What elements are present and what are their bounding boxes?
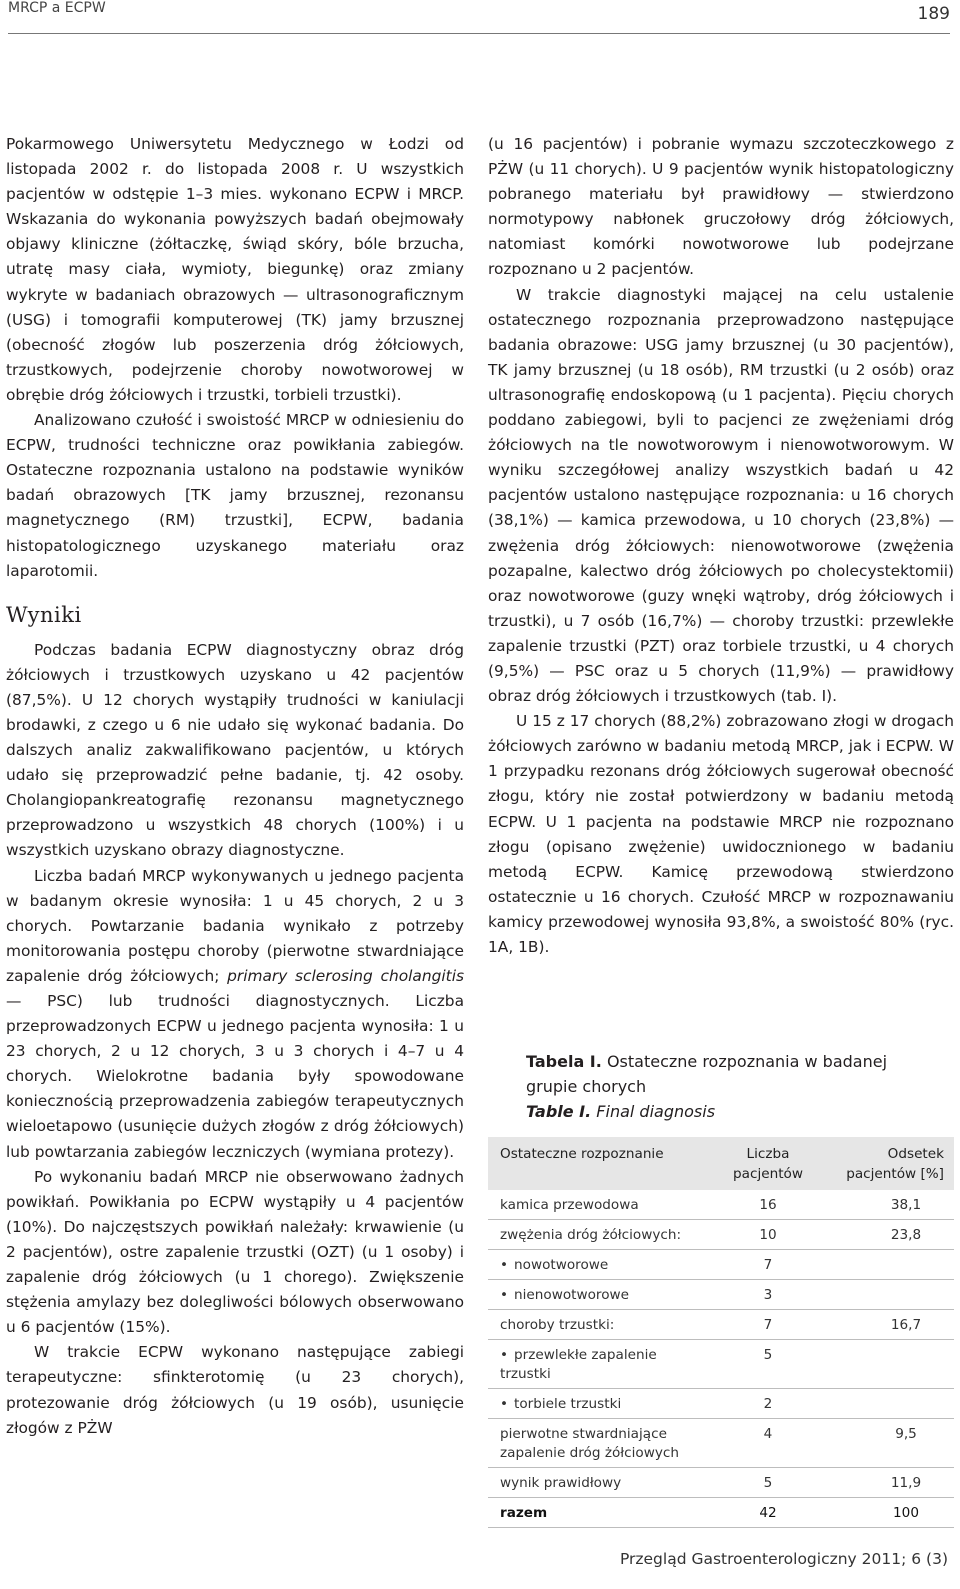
table-row	[488, 1389, 954, 1419]
paragraph-results-2-part-a: Liczba badań MRCP wykonywanych u jednego pacjenta w badanym okresie wynosiła: 1 u 45 chorych, 2 u 3 chorych. Powtarzanie badania wynikało z potrzeby monitorowania postępu choroby (pierwotne stwardniające zapalenie dróg żółciowych;	[6, 866, 464, 985]
cell-percent: 100	[822, 1498, 954, 1528]
caption-polish	[526, 1049, 896, 1099]
cell-count: 16	[714, 1190, 822, 1220]
paragraph-results-2-part-b: — PSC) lub trudności diagnostycznych. Liczba przeprowadzonych ECPW u jednego pacjenta wynosiła: 1 u 23 chorych, 2 u 12 chorych, 3 u 3 chorych i 4–7 u 4 chorych. Wielokrotne badania były spowodowane koniecznością przeprowadzenia zabiegów terapeutycznych wieloetapowo (usunięcie dużych złogów z dróg żółciowych) lub powtarzania zabiegów leczniczych (wymiana protezy).	[6, 992, 464, 1161]
cell-percent: 16,7	[822, 1310, 954, 1340]
cell-diagnosis: zwężenia dróg żółciowych:	[488, 1220, 714, 1250]
cell-count: 3	[714, 1280, 822, 1310]
cell-count: 5	[714, 1468, 822, 1498]
paragraph-methods-1: Pokarmowego Uniwersytetu Medycznego w Łodzi od listopada 2002 r. do listopada 2008 r. U wszystkich pacjentów w odstępie 1–3 mies. wykonano ECPW i MRCP. Wskazania do wykonania powyższych badań obejmowały objawy kliniczne (żółtaczkę, świąd skóry, bóle brzucha, utratę masy ciała, wymioty, biegunkę) oraz zmiany wykryte w badaniach obrazowych — ultrasonograficznym (USG) i tomografii komputerowej (TK) jamy brzusznej (obecność złogów lub poszerzenia dróg żółciowych, trzustkowych, podejrzenie choroby nowotworowej w obrębie dróg żółciowych i trzustki, torbieli trzustki).	[6, 135, 464, 404]
cell-diagnosis: • nienowotworowe	[488, 1280, 714, 1310]
table-row	[488, 1419, 954, 1468]
cell-percent	[822, 1340, 954, 1389]
table-row-total	[488, 1498, 954, 1528]
cell-diagnosis: • przewlekłe zapalenie trzustki	[488, 1340, 714, 1389]
table-caption	[488, 1049, 896, 1124]
cell-percent: 9,5	[822, 1419, 954, 1468]
table-caption-en: Final diagnosis	[596, 1102, 716, 1121]
table-block	[488, 1049, 954, 1521]
cell-count: 10	[714, 1220, 822, 1250]
diagnosis-table	[488, 1137, 954, 1528]
term-psc-english: primary sclerosing cholangitis	[227, 966, 464, 985]
cell-count: 5	[714, 1340, 822, 1389]
paragraph-results-2	[6, 864, 464, 1165]
cell-percent: 23,8	[822, 1220, 954, 1250]
cell-count: 2	[714, 1389, 822, 1419]
right-column	[488, 132, 954, 960]
table-label-en: Table I.	[526, 1102, 592, 1121]
table-row	[488, 1310, 954, 1340]
cell-count: 7	[714, 1250, 822, 1280]
cell-diagnosis: pierwotne stwardniające zapalenie dróg żółciowych	[488, 1419, 714, 1468]
section-heading-results: Wyniki	[6, 602, 82, 627]
caption-english	[526, 1099, 896, 1124]
cell-percent: 11,9	[822, 1468, 954, 1498]
cell-diagnosis: razem	[488, 1498, 714, 1528]
running-title: MRCP a ECPW	[8, 0, 106, 16]
header-diagnosis: Ostateczne rozpoznanie	[488, 1137, 714, 1190]
table-label-pl: Tabela I.	[526, 1052, 602, 1071]
cell-diagnosis: wynik prawidłowy	[488, 1468, 714, 1498]
cell-percent: 38,1	[822, 1190, 954, 1220]
paragraph-complications: Po wykonaniu badań MRCP nie obserwowano żadnych powikłań. Powikłania po ECPW wystąpiły u 4 pacjentów (10%). Do najczęstszych powikłań należały: krwawienie (u 2 pacjentów), ostre zapalenie trzustki (OZT) (u 1 osoby) i zapalenie dróg żółciowych (u 1 chorego). Zwiększenie stężenia amylazy bez dolegliwości bólowych obserwowano u 6 pacjentów (15%).	[6, 1167, 464, 1337]
cell-diagnosis: choroby trzustki:	[488, 1310, 714, 1340]
paragraph-methods-2: Analizowano czułość i swoistość MRCP w odniesieniu do ECPW, trudności techniczne oraz powikłania zabiegów. Ostateczne rozpoznania ustalono na podstawie wyników badań obrazowych [TK jamy brzusznej, rezonansu magnetycznego (RM) trzustki], ECPW, badania histopatologicznego uzyskanego materiału oraz laparotomii.	[6, 411, 464, 580]
table-row	[488, 1250, 954, 1280]
table-header-row	[488, 1137, 954, 1190]
paragraph-results-1: Podczas badania ECPW diagnostyczny obraz dróg żółciowych i trzustkowych uzyskano u 42 pacjentów (87,5%). U 12 chorych wystąpiły trudności w kaniulacji brodawki, z czego u 6 nie udało się wykonać badania. Do dalszych analiz zakwalifikowano pacjentów, u których udało się przeprowadzić pełne badanie, tj. 42 osoby. Cholangiopankreatografię rezonansu magnetycznego przeprowadzono u wszystkich 48 chorych (100%) i u wszystkich uzyskano obrazy diagnostyczne.	[6, 640, 464, 860]
cell-count: 4	[714, 1419, 822, 1468]
page-number: 189	[917, 4, 950, 24]
table-caption-pl: Ostateczne rozpoznania w badanej grupie chorych	[526, 1052, 888, 1096]
running-header	[0, 0, 960, 34]
table-row	[488, 1280, 954, 1310]
table-row	[488, 1220, 954, 1250]
table-row	[488, 1190, 954, 1220]
cell-percent	[822, 1250, 954, 1280]
table-row	[488, 1468, 954, 1498]
header-percent: Odsetek pacjentów [%]	[822, 1137, 954, 1190]
paragraph-therapeutic: W trakcie ECPW wykonano następujące zabiegi terapeutyczne: sfinkterotomię (u 23 chorych), protezowanie dróg żółciowych (u 19 osób), usunięcie złogów z PŻW	[6, 1343, 464, 1437]
cell-diagnosis: kamica przewodowa	[488, 1190, 714, 1220]
paragraph-diagnostics: W trakcie diagnostyki mającej na celu ustalenie ostatecznego rozpoznania przeprowadzono następujące badania obrazowe: USG jamy brzusznej (u 30 pacjentów), TK jamy brzusznej (u 18 osób), RM trzustki (u 2 osób) oraz ultrasonografię endoskopową (u 1 pacjenta). Pięciu chorych poddano zabiegowi, byli to pacjenci ze zwężeniami dróg żółciowych na tle nowotworowym i nienowotworowym. W wyniku szczegółowej analizy wszystkich badań u 42 pacjentów ustalono następujące rozpoznania: u 16 chorych (38,1%) — kamica przewodowa, u 10 chorych (23,8%) — zwężenia dróg żółciowych: nienowotworowe (zwężenia pozapalne, kalectwo dróg żółciowych po cholecystektomii) oraz nowotworowe (guzy wnęki wątroby, dróg żółciowych i trzustki), u 7 osób (16,7%) — choroby trzustki: przewlekłe zapalenie trzustki (PZT) oraz torbiele trzustki, u 4 chorych (9,5%) — PSC oraz u 5 chorych (11,9%) — prawidłowy obraz dróg żółciowych i trzustkowych (tab. I).	[488, 285, 954, 706]
header-count: Liczba pacjentów	[714, 1137, 822, 1190]
cell-diagnosis: • torbiele trzustki	[488, 1389, 714, 1419]
cell-count: 42	[714, 1498, 822, 1528]
paragraph-sensitivity: U 15 z 17 chorych (88,2%) zobrazowano złogi w drogach żółciowych zarówno w badaniu metodą MRCP, jak i ECPW. W 1 przypadku rezonans dróg żółciowych sugerował obecność złogu, który nie został potwierdzony w badaniu metodą ECPW. U 1 pacjenta na podstawie MRCP nie rozpoznano złogu (opisano zwężenie) uwidocznionego w badaniu metodą ECPW. Kamicę przewodową stwierdzono ostatecznie u 16 chorych. Czułość MRCP w rozpoznawaniu kamicy przewodowej wynosiła 93,8%, a swoistość 80% (ryc. 1A, 1B).	[488, 712, 954, 956]
header-rule	[8, 33, 950, 34]
left-column	[6, 132, 464, 1441]
cell-count: 7	[714, 1310, 822, 1340]
table-row	[488, 1340, 954, 1389]
paragraph-continued: (u 16 pacjentów) i pobranie wymazu szczoteczkowego z PŻW (u 11 chorych). U 9 pacjentów wynik histopatologiczny pobranego materiału był prawidłowy — stwierdzono normotypowy nabłonek gruczołowy dróg żółciowych, natomiast komórki nowotworowe lub podejrzane rozpoznano u 2 pacjentów.	[488, 135, 954, 279]
cell-percent	[822, 1389, 954, 1419]
running-footer: Przegląd Gastroenterologiczny 2011; 6 (3)	[619, 1550, 948, 1568]
cell-percent	[822, 1280, 954, 1310]
cell-diagnosis: • nowotworowe	[488, 1250, 714, 1280]
